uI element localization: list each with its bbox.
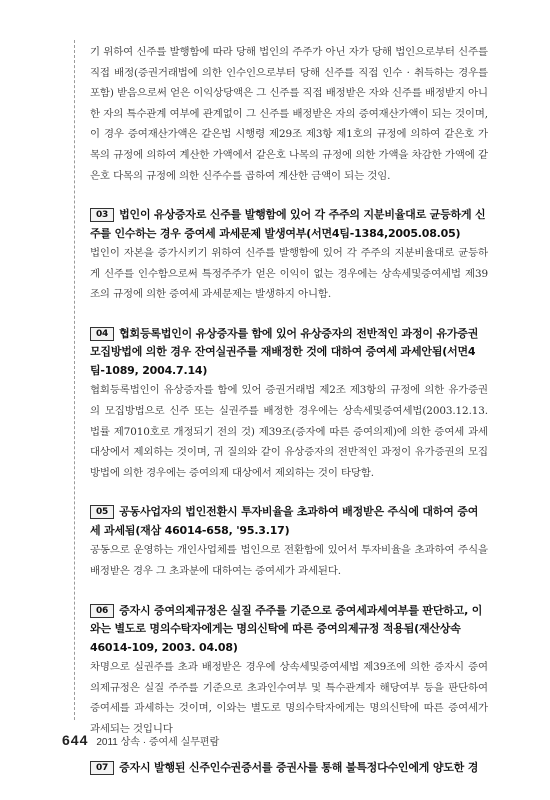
section-heading	[90, 759, 488, 778]
section-body: 차명으로 실권주를 초과 배정받은 경우에 상속세및증여세법 제39조에 의한 증자시 증여의제규정은 실질 주주를 기준으로 초과인수여부 및 특수관계자 해당여부 등을 판단하여 증여세를 과세하는 것이며, 이와는 별도로 명의수탁자에게는 명의신탁에 따른 증여세가 과세되는 것입니다	[90, 661, 488, 735]
section-body: 협회등록법인이 유상증자를 함에 있어 증권거래법 제2조 제3항의 규정에 의한 유가증권의 모집방법으로 신주 또는 실권주를 배정한 경우에는 상속세및증여세법(2003.12.13. 법률 제7010호로 개정되기 전의 것) 제39조(증자에 따른 증여의제)에 의한 증여세 과세대상에서 제외하는 것이며, 귀 질의와 같이 유상증자의 전반적인 과정이 유가증권의 모집방법에 의한 경우에는 증여의제 대상에서 제외하는 것이 타당함.	[90, 384, 488, 479]
section-title: 증자시 증여의제규정은 실질 주주를 기준으로 증여세과세여부를 판단하고, 이와는 별도로 명의수탁자에게는 명의신탁에 따른 증여의제규정 적용됨(재산상속 46014-109, 2003. 04.08)	[90, 603, 483, 654]
section-title: 증자시 발행된 신주인수권증서를 증권사를 통해 불특정다수인에게 양도한 경	[119, 761, 479, 775]
section-heading	[90, 325, 488, 381]
section-number-badge: 06	[90, 604, 114, 618]
section-07	[90, 759, 488, 778]
section-number-badge: 03	[90, 208, 114, 222]
section-number-badge: 05	[90, 505, 114, 519]
section-06	[90, 602, 488, 740]
section-title: 법인이 유상증자로 신주를 발행함에 있어 각 주주의 지분비율대로 균등하게 신주를 인수하는 경우 증여세 과세문제 발생여부(서면4팀-1384,2005.08.05)	[90, 208, 486, 240]
section-05	[90, 503, 488, 581]
section-title: 공동사업자의 법인전환시 투자비율을 초과하여 배정받은 주식에 대하여 증여세 과세됨(재삼 46014-658, '95.3.17)	[90, 505, 479, 537]
section-title: 협회등록법인이 유상증자를 함에 있어 유상증자의 전반적인 과정이 유가증권 모집방법에 의한 경우 잔여실권주를 재배정한 것에 대하여 증여세 과세안됨(서면4팀-1089, 2004.7.14)	[90, 326, 479, 377]
section-heading	[90, 206, 488, 243]
section-heading	[90, 602, 488, 658]
page-number: 644	[62, 732, 89, 748]
section-body: 공동으로 운영하는 개인사업체를 법인으로 전환함에 있어서 투자비율을 초과하여 주식을 배정받은 경우 그 초과분에 대하여는 증여세가 과세된다.	[90, 544, 488, 577]
section-03	[90, 206, 488, 305]
book-title: 2011 상속 · 증여세 실무편람	[96, 737, 220, 748]
intro-paragraph: 기 위하여 신주를 발행함에 따라 당해 법인의 주주가 아닌 자가 당해 법인으로부터 신주를 직접 배정(증권거래법에 의한 인수인으로부터 당해 신주를 직접 인수 · 취득하는 경우를 포함) 받음으로써 얻은 이익상당액은 그 신주를 직접 배정받은 자와 신주를 배정받지 아니한 자의 특수관계 여부에 관계없이 그 신주를 배정받은 자의 증여재산가액이 되는 것이며, 이 경우 증여재산가액은 같은법 시행령 제29조 제3항 제1호의 규정에 의하여 같은호 가목의 규정에 의하여 계산한 가액에서 같은호 나목의 규정에 의한 가액을 차감한 가액에 같은호 다목의 규정에 의한 신주수를 곱하여 계산한 금액이 되는 것임.	[90, 46, 488, 182]
section-heading	[90, 503, 488, 540]
section-body: 법인이 자본을 증가시키기 위하여 신주를 발행함에 있어 각 주주의 지분비율대로 균등하게 신주를 인수함으로써 특정주주가 얻은 이익이 없는 경우에는 상속세및증여세법 제39조의 규정에 의한 증여세 과세문제는 발생하지 아니함.	[90, 247, 488, 301]
section-number-badge: 07	[90, 761, 114, 775]
margin-dashed-rule	[74, 40, 75, 720]
page-footer	[62, 732, 219, 750]
section-number-badge: 04	[90, 327, 114, 341]
section-04	[90, 325, 488, 483]
page-content	[90, 42, 488, 778]
